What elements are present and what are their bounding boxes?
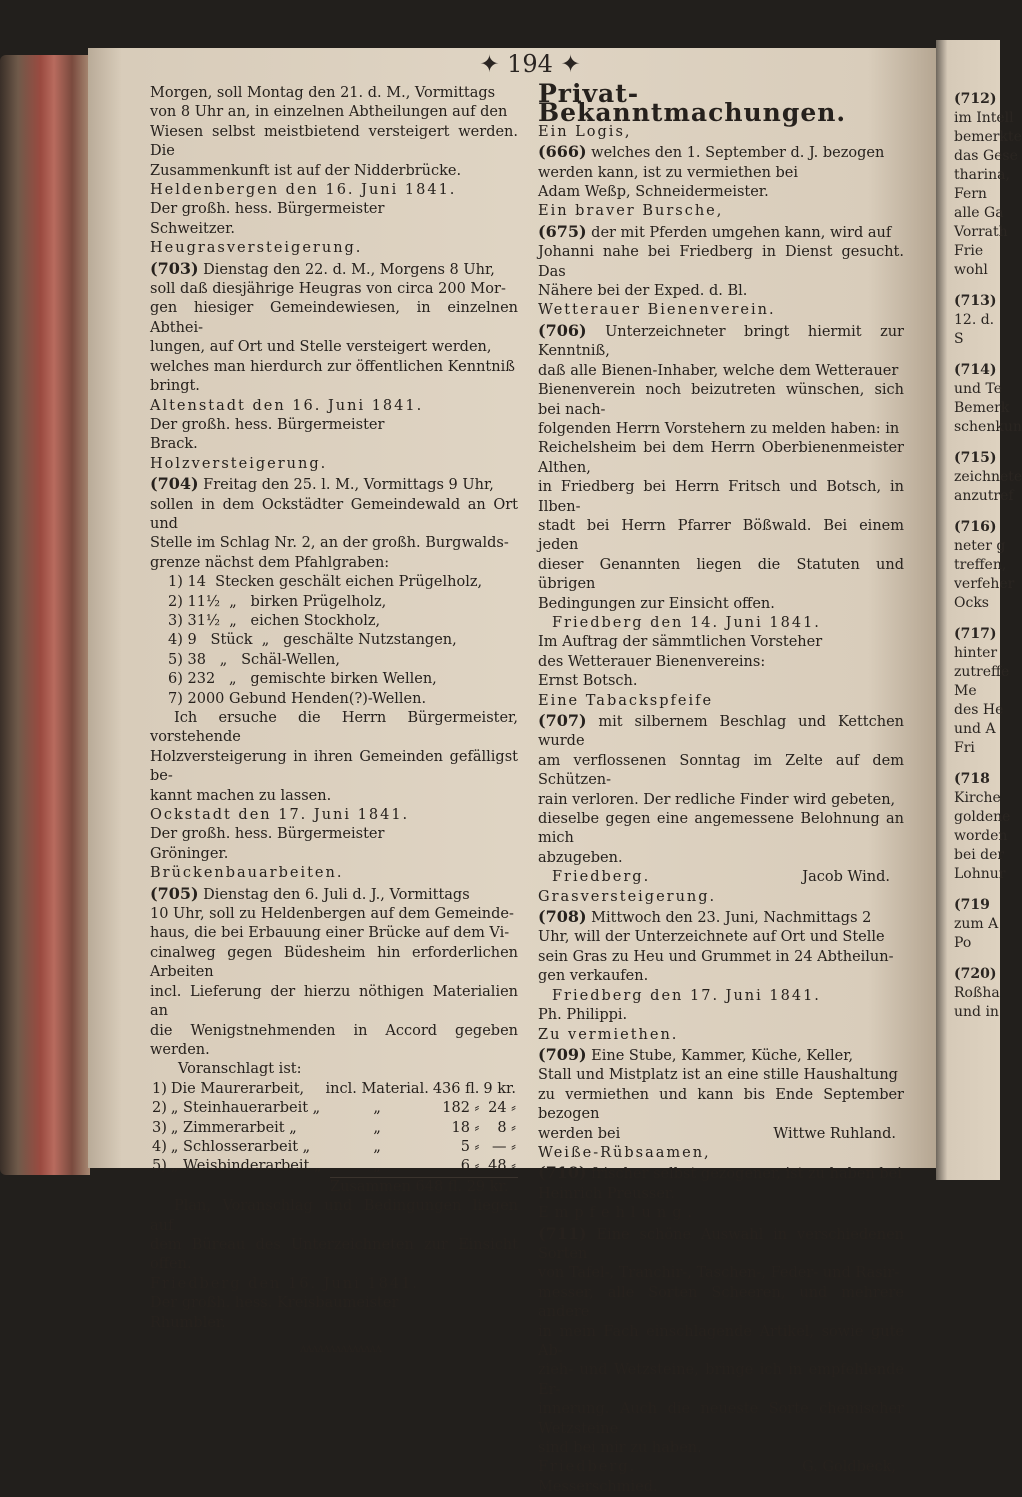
notice-number: (666) xyxy=(538,142,587,162)
notice-heading: Empfehlung. xyxy=(538,1205,699,1222)
text-line: Freitag den 25. l. M., Vormittags 9 Uhr, xyxy=(203,477,494,494)
text-line: von Tafel-, Tranchir-, Taschen-, Feder- und Rasir- xyxy=(538,1265,900,1282)
list-item: 1) 14 Stecken geschält eichen Prügelholz, xyxy=(168,574,483,591)
text-line: 10 Uhr, soll zu Heldenbergen auf dem Gemeinde- xyxy=(150,906,514,923)
fragment-line: schenkun xyxy=(954,419,1022,435)
cost-florin: 6 ⸗ xyxy=(460,1158,480,1175)
notice-number: (710) xyxy=(538,1163,587,1183)
fragment-line: im Intell xyxy=(954,110,1014,126)
fragment-line: Fern xyxy=(954,186,987,202)
text-line: messer, alle Sorten Scheeren, und mehrere andere xyxy=(538,1284,904,1321)
signature-name: Rhumbler. xyxy=(150,1314,226,1331)
text-line: Uhr, will der Unterzeichnete auf Ort und Stelle xyxy=(538,929,885,946)
place-date: Friedberg. xyxy=(538,1459,637,1476)
fragment-line: Fri xyxy=(954,740,975,756)
fragment-line: und in xyxy=(954,1004,999,1020)
fragment-line: zum A xyxy=(954,916,999,932)
list-item: 6) 232 „ gemischte birken Wellen, xyxy=(168,671,437,688)
cost-kreuzer: 8 ⸗ xyxy=(497,1119,516,1136)
cost-table xyxy=(150,1080,518,1177)
cost-total: Zusammen 648 fl. 29 kr. xyxy=(330,1177,518,1197)
cost-florin: 436 fl. xyxy=(432,1080,480,1097)
cost-row xyxy=(150,1080,518,1099)
signature-title: Der großh. hess. Bürgermeister xyxy=(150,201,385,218)
fragment-line: Roßha xyxy=(954,985,1000,1001)
row-number: 2) xyxy=(152,1100,167,1117)
signature-name: G. Goldbeck, xyxy=(802,1459,896,1476)
notice-number: (709) xyxy=(538,1044,587,1064)
fragment-line: wohl xyxy=(954,262,988,278)
header-ornament-right: ✦ xyxy=(560,50,581,78)
cost-row xyxy=(150,1119,518,1138)
cost-row xyxy=(150,1099,518,1118)
cost-note: „ xyxy=(373,1100,381,1117)
fragment-line: Frie xyxy=(954,243,984,259)
notice-704 xyxy=(150,474,518,864)
fragment-line: des He xyxy=(954,702,1004,718)
text-line: welches man hierdurch zur öffentlichen Kenntniß xyxy=(150,358,515,375)
cost-florin: 182 ⸗ xyxy=(442,1100,480,1117)
text-line: Nähere bei der Exped. d. Bl. xyxy=(538,283,748,300)
text-line: in Friedberg bei Herrn Fritsch und Botsch, in Ilben- xyxy=(538,479,904,515)
list-item: 5) 38 „ Schäl-Wellen, xyxy=(168,651,340,668)
fragment-line: (712) xyxy=(954,91,997,107)
fragment-line: bemerkte xyxy=(954,129,1022,145)
fragment-line: goldene xyxy=(954,809,1011,825)
notice-heading: Ein Logis, xyxy=(538,123,632,140)
fragment-line: Kirche xyxy=(954,790,1001,806)
fragment-line: Lohnur xyxy=(954,866,1006,882)
cost-item: „ Steinhauerarbeit „ xyxy=(170,1100,321,1117)
fragment-line: hinter xyxy=(954,645,998,661)
text-line: Dienstag den 6. Juli d. J., Vormittags xyxy=(203,886,470,903)
fragment-entry xyxy=(954,896,1014,953)
fragment-line: und A xyxy=(954,721,996,737)
list-item: 2) 11½ „ birken Prügelholz, xyxy=(168,593,387,610)
fragment-line: (717) xyxy=(954,626,997,642)
text-line: dem Büreau des Unterzeichneten zur Einsicht offen. xyxy=(150,1236,518,1273)
text-line: Plan, Voranschlag und Bedingungen liegen auf xyxy=(150,1198,518,1234)
cost-item: „ Schlosserarbeit „ xyxy=(170,1138,311,1155)
text-line: Eine Stube, Kammer, Küche, Keller, xyxy=(591,1047,854,1064)
cost-kreuzer: 24 ⸗ xyxy=(488,1100,516,1117)
fragment-entry xyxy=(954,518,1014,613)
text-line: Morgen, soll Montag den 21. d. M., Vormittags xyxy=(150,85,496,101)
text-line: gen hiesiger Gemeindewiesen, in einzelnen Abthei- xyxy=(150,300,518,336)
signature-title: Der großh. hess. Bürgermeister xyxy=(150,416,385,433)
text-line: in mein Fach einschlagende Artikel, sowie gute Ab- xyxy=(538,1323,904,1359)
fragment-entry xyxy=(954,625,1014,758)
place-date: Friedberg den 17. Juni 1841. xyxy=(552,987,821,1004)
text-line: Mittwoch den 23. Juni, Nachmittags 2 xyxy=(591,910,872,927)
fragment-entry xyxy=(954,965,1014,1022)
notice-705 xyxy=(150,884,518,1333)
signature-name: Schweitzer. xyxy=(150,220,236,237)
cost-note: „ xyxy=(373,1138,381,1155)
notice-heading: Holzversteigerung. xyxy=(150,455,328,472)
fragment-line: (715) xyxy=(954,450,997,466)
notice-number: (704) xyxy=(150,474,199,494)
text-line: Dienstag den 22. d. M., Morgens 8 Uhr, xyxy=(203,261,495,278)
next-page-edge xyxy=(936,40,1022,1180)
text-line: werden kann, ist zu vermiethen bei xyxy=(538,164,799,181)
fragment-line: verfeher xyxy=(954,576,1015,592)
row-number: 4) xyxy=(152,1138,167,1155)
notice-heading: Ein braver Bursche, xyxy=(538,203,724,220)
fragment-line: zeichnete xyxy=(954,469,1022,485)
text-line: abzugeben. xyxy=(538,849,623,866)
notice-666 xyxy=(538,142,904,202)
signature-name: Brack. xyxy=(150,436,198,453)
place-date: Altenstadt den 16. Juni 1841. xyxy=(150,397,424,414)
cost-florin: 5 ⸗ xyxy=(460,1138,480,1155)
notice-heading: Zu vermiethen. xyxy=(538,1026,679,1043)
text-line: Eine schöne Auswahl in verschiedenen Sorten xyxy=(538,1226,905,1262)
list-item: 7) 2000 Gebund Henden(?)-Wellen. xyxy=(168,690,427,707)
text-line: stadt bei Herrn Pfarrer Bößwald. Bei einem jeden xyxy=(538,517,904,554)
notice-number: (711) xyxy=(538,1223,587,1243)
notice-675 xyxy=(538,222,904,302)
text-line: Johanni nahe bei Friedberg in Dienst gesucht. Das xyxy=(538,244,904,280)
right-column xyxy=(538,79,905,1497)
text-line: folgenden Herrn Vorstehern zu melden haben: in xyxy=(538,420,900,437)
fragment-line: (714) xyxy=(954,362,997,378)
fragment-line: und Te xyxy=(954,381,1002,397)
text-line: Bienenverein noch beizutreten wünschen, sich bei nach- xyxy=(538,382,904,418)
cost-note: „ xyxy=(373,1158,381,1175)
fragment-line: Bemerk xyxy=(954,400,1010,416)
place-date: Friedberg. xyxy=(552,869,651,886)
signature-title: Messerschmied. xyxy=(538,1478,658,1495)
text-line: am verflossenen Sonntag im Zelte auf dem Schützen- xyxy=(538,752,904,789)
signature-name: Gröninger. xyxy=(150,845,229,862)
fragment-line: zutreffe xyxy=(954,664,1010,680)
row-number: 1) xyxy=(152,1080,167,1097)
notice-709 xyxy=(538,1045,904,1144)
fragment-entry xyxy=(954,90,1022,280)
page-edge-stack xyxy=(0,55,90,1175)
fragment-line: 12. d. xyxy=(954,312,995,328)
text-line: gen verkaufen. xyxy=(538,968,649,985)
signature-name: Jacob Wind. xyxy=(802,869,890,886)
notice-number: (708) xyxy=(538,907,587,927)
notice-706 xyxy=(538,321,904,692)
cost-row xyxy=(150,1138,518,1157)
cost-kreuzer: 48 ⸗ xyxy=(488,1158,516,1175)
fragment-line: (719 xyxy=(954,897,990,913)
fragment-entry xyxy=(954,361,1022,437)
notice-heading: Heugrasversteigerung. xyxy=(150,240,363,257)
place-date: Friedberg den 14. Juni 1841. xyxy=(552,614,821,631)
text-line: kannt machen zu lassen. xyxy=(150,787,332,804)
notice-708 xyxy=(538,907,904,1025)
text-line: Bedingungen zur Einsicht offen. xyxy=(538,595,775,612)
section-heading: Privat-Bekanntmachungen. xyxy=(538,79,847,128)
notice-711 xyxy=(538,1224,904,1497)
notice-703 xyxy=(150,259,518,455)
signature-name: Adam Weßp, Schneidermeister. xyxy=(538,184,769,201)
text-line: daß alle Bienen-Inhaber, welche dem Wetterauer xyxy=(538,362,899,379)
text-line: Wiesen selbst meistbietend versteigert werden. Die xyxy=(150,123,518,160)
notice-heading: Brückenbauarbeiten. xyxy=(150,865,344,882)
text-line: sein Gras zu Heu und Grummet in 24 Abtheilun- xyxy=(538,948,894,965)
text-line: dieser Genannten liegen die Statuten und übrigen xyxy=(538,556,904,593)
left-column xyxy=(150,84,518,1358)
notice-number: (707) xyxy=(538,711,587,730)
notice-707 xyxy=(538,711,904,888)
text-line: Zusammenkunft ist auf der Nidderbrücke. xyxy=(150,162,462,179)
fragment-entry xyxy=(954,292,1014,349)
fragment-line: S xyxy=(954,331,964,347)
fragment-line: worden xyxy=(954,828,1008,844)
list-item: 3) 31½ „ eichen Stockholz, xyxy=(168,612,381,629)
fragment-entry xyxy=(954,449,1022,506)
cost-row xyxy=(150,1157,518,1176)
place-date: Friedberg den 16. Juni 1841. xyxy=(150,1275,419,1292)
cost-note: incl. Material. xyxy=(325,1080,429,1097)
cost-item: „ Zimmerarbeit „ xyxy=(170,1119,297,1136)
signature-name: Heinrich Preusser. xyxy=(538,1185,675,1202)
text-line: innerung. Auch die neueste Sorte chemischer Wetzsteine xyxy=(538,1401,904,1437)
fragment-line: Vorrath xyxy=(954,224,1008,240)
fragment-line: (718 xyxy=(954,771,990,787)
intro-notice xyxy=(150,84,518,239)
signature-title: Der großh. hess. Bürgermeister xyxy=(150,826,385,843)
cost-florin: 18 ⸗ xyxy=(451,1119,480,1136)
header-ornament-left: ✦ xyxy=(479,50,500,78)
text-line: Stall und Mistplatz ist an eine stille Haushaltung xyxy=(538,1067,898,1084)
text-line: grenze nächst dem Pfahlgraben: xyxy=(150,554,390,571)
notice-heading: Weiße-Rübsaamen, xyxy=(538,1144,711,1161)
notice-number: (703) xyxy=(150,258,199,278)
next-page-fragments xyxy=(950,90,1022,1034)
text-line: zieh- und Wetzsteine, bringe ich in empfehlende Er- xyxy=(538,1362,904,1398)
text-line: von 8 Uhr an, in einzelnen Abtheilungen auf den xyxy=(150,104,508,121)
signature-name: Ph. Philippi. xyxy=(538,1007,628,1024)
cost-item: Die Maurerarbeit, xyxy=(170,1080,305,1097)
cost-intro: Voranschlagt ist: xyxy=(178,1061,302,1078)
text-line: bringt. xyxy=(150,378,200,395)
fragment-line: Me xyxy=(954,683,977,699)
text-line: frischer selbst gezogener, ist zu haben bei xyxy=(591,1166,902,1183)
notice-heading: Grasversteigerung. xyxy=(538,888,717,905)
text-line: sollen in dem Ockstädter Gemeindewald an Ort und xyxy=(150,496,518,532)
fragment-line: bei der xyxy=(954,847,1005,863)
page-number: 194 xyxy=(507,50,553,78)
text-line: dieselbe gegen eine angemessene Belohnung an mich xyxy=(538,811,904,847)
text-line: die Wenigstnehmenden in Accord gegeben werden. xyxy=(150,1022,518,1058)
fragment-line: neter g xyxy=(954,538,1006,554)
cost-kreuzer: — ⸗ xyxy=(492,1138,516,1155)
signature-name: Wittwe Ruhland. xyxy=(773,1125,896,1142)
signature-name: Ernst Botsch. xyxy=(538,673,638,690)
text-line: welches den 1. September d. J. bezogen xyxy=(591,145,885,162)
text-line: Reichelsheim bei dem Herrn Oberbienenmeister Althen, xyxy=(538,440,904,476)
list-item: 4) 9 Stück „ geschälte Nutzstangen, xyxy=(168,632,457,649)
text-line: Ich ersuche die Herrn Bürgermeister, vorstehende xyxy=(150,710,518,746)
row-number: 5) xyxy=(152,1158,167,1175)
text-line: werden bei xyxy=(538,1125,621,1142)
signature-title: Im Auftrag der sämmtlichen Vorsteher xyxy=(538,634,823,651)
text-line: sind bei mir zu haben. xyxy=(538,1440,702,1457)
text-line: soll daß diesjährige Heugras von circa 200 Mor- xyxy=(150,281,506,298)
text-line: haus, die bei Erbauung einer Brücke auf dem Vi- xyxy=(150,925,510,942)
text-line: incl. Lieferung der hierzu nöthigen Materialien an xyxy=(150,983,518,1020)
fragment-line: alle Ga xyxy=(954,205,1004,221)
cost-kreuzer: 9 kr. xyxy=(483,1080,516,1097)
end-ornament: ʌʌʌʌʌʌʌʌʌʌʌʌʌʌ xyxy=(300,1341,381,1355)
text-line: der mit Pferden umgehen kann, wird auf xyxy=(591,224,892,241)
row-number: 3) xyxy=(152,1119,167,1136)
text-line: Holzversteigerung in ihren Gemeinden gefälligst be- xyxy=(150,748,518,785)
signature-title: des Wetterauer Bienenvereins: xyxy=(538,653,766,670)
fragment-line: treffen, xyxy=(954,557,1007,573)
notice-number: (675) xyxy=(538,221,587,241)
signature-title: Der großh. hess. Kreisbaumeister xyxy=(150,1295,399,1312)
cost-note: „ xyxy=(373,1119,381,1136)
fragment-line: Po xyxy=(954,935,972,951)
text-line: mit silbernem Beschlag und Kettchen wurde xyxy=(538,714,904,750)
page-header xyxy=(460,50,600,78)
place-date: Heldenbergen den 16. Juni 1841. xyxy=(150,182,457,199)
fragment-line: (716) xyxy=(954,519,997,535)
text-line: zu vermiethen und kann bis Ende September bezogen xyxy=(538,1086,904,1123)
notice-710 xyxy=(538,1163,904,1204)
notice-number: (705) xyxy=(150,883,199,903)
notice-number: (706) xyxy=(538,320,587,340)
notice-heading: Wetterauer Bienenverein. xyxy=(538,302,776,319)
text-line: lungen, auf Ort und Stelle versteigert werden, xyxy=(150,339,492,356)
text-line: Unterzeichneter bringt hiermit zur Kenntniß, xyxy=(538,323,904,360)
text-line: Stelle im Schlag Nr. 2, an der großh. Burgwalds- xyxy=(150,535,509,552)
text-line: rain verloren. Der redliche Finder wird gebeten, xyxy=(538,791,896,808)
place-date: Ockstadt den 17. Juni 1841. xyxy=(150,807,410,824)
fragment-line: anzutref xyxy=(954,488,1014,504)
fragment-line: das Gese xyxy=(954,148,1018,164)
fragment-entry xyxy=(954,770,1014,884)
fragment-line: tharina, xyxy=(954,167,1010,183)
fragment-line: (720) xyxy=(954,966,997,982)
fragment-line: Ocks xyxy=(954,595,989,611)
fragment-line: (713) xyxy=(954,293,997,309)
notice-heading: Eine Tabackspfeife xyxy=(538,692,714,709)
text-line: cinalweg gegen Büdesheim hin erforderlichen Arbeiten xyxy=(150,944,518,981)
cost-item: „ Weisbinderarbeit „ xyxy=(170,1158,322,1175)
